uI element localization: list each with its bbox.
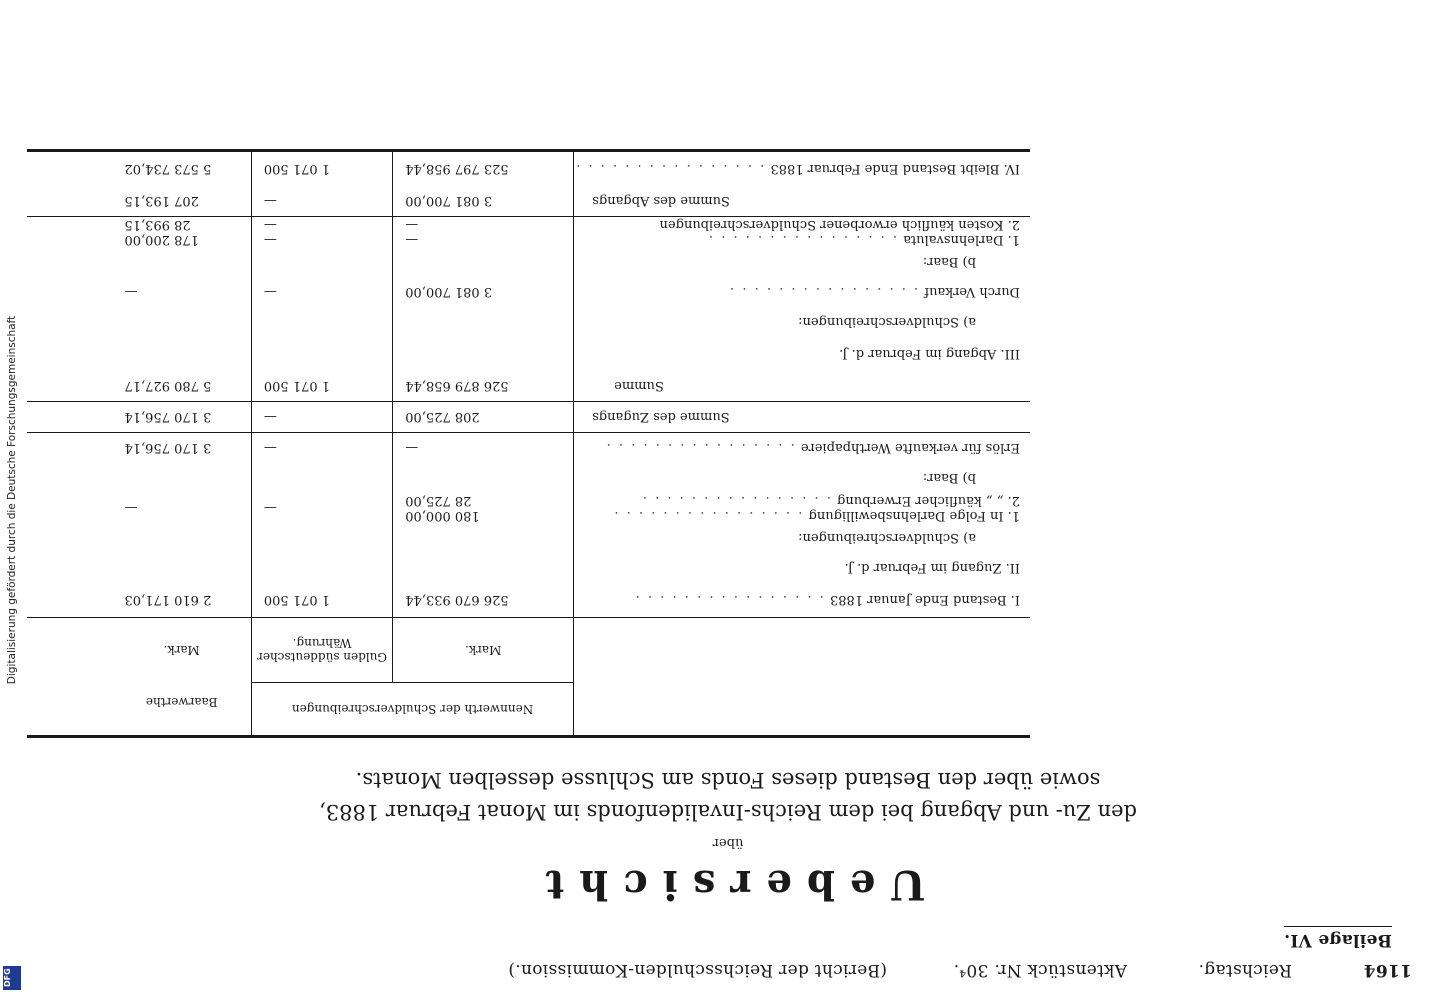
row-label: III. Abgang im Februar d. J.	[839, 346, 1020, 362]
row-label-line-2: 2. Kosten käuflich erworbener Schuldverschreibungen	[659, 217, 1020, 232]
gulden-value: 1 071 500	[251, 151, 392, 187]
baar-value: 2 610 171,03	[112, 583, 251, 618]
empty-column-header	[27, 618, 112, 737]
aktenstueck-label: Aktenstück Nr. 30⁴.	[953, 960, 1127, 980]
row-label	[574, 493, 1030, 523]
empty-cell	[251, 553, 392, 583]
row-label: b) Baar:	[922, 470, 976, 486]
baar-value-line-2: 28 993,15	[124, 217, 191, 232]
empty-cell	[251, 247, 392, 277]
funding-sidebar	[0, 0, 24, 1000]
empty-cell	[27, 493, 112, 523]
table-row	[27, 523, 1030, 553]
table-row	[27, 307, 1030, 337]
gulden-value: 1 071 500	[251, 371, 392, 402]
baarwerthe-header	[112, 618, 251, 737]
empty-cell	[27, 463, 112, 493]
empty-cell	[27, 553, 112, 583]
label-column-header	[574, 618, 1030, 737]
empty-cell	[27, 307, 112, 337]
empty-cell	[112, 337, 251, 371]
title-ueber: über	[712, 835, 744, 850]
empty-cell	[27, 186, 112, 217]
row-label	[574, 217, 1030, 248]
empty-cell	[112, 523, 251, 553]
empty-cell	[251, 523, 392, 553]
row-label: II. Zugang im Februar d. J.	[844, 560, 1020, 576]
mark-value: 3 081 700,00	[393, 277, 574, 307]
table-row	[27, 371, 1030, 402]
table-row	[27, 463, 1030, 493]
row-label: a) Schuldverschreibungen:	[798, 530, 976, 546]
empty-cell	[27, 583, 112, 618]
baarwerthe-mark-label: Mark.	[163, 643, 200, 658]
empty-cell	[27, 337, 112, 371]
row-label: b) Baar:	[922, 254, 976, 270]
empty-cell	[393, 553, 574, 583]
baar-value: 3 170 756,14	[112, 433, 251, 464]
empty-cell	[112, 307, 251, 337]
row-label: Durch Verkauf . . .	[574, 277, 1030, 307]
baar-value: 5 780 927,17	[112, 371, 251, 402]
funding-note: Digitalisierung gefördert durch die Deutsche Forschungsgemeinschaft	[6, 315, 18, 685]
baar-value: 3 170 756,14	[112, 402, 251, 433]
row-label: a) Schuldverschreibungen:	[798, 314, 976, 330]
table-row	[27, 277, 1030, 307]
gulden-value-line-1: —	[263, 232, 277, 247]
gulden-value: —	[251, 402, 392, 433]
row-label: Summe	[574, 371, 1030, 402]
empty-cell	[251, 307, 392, 337]
gulden-header: Gulden süddeutscher Währung.	[251, 618, 392, 683]
baar-value: —	[112, 277, 251, 307]
empty-cell	[27, 433, 112, 464]
table-row	[27, 433, 1030, 464]
table-row	[27, 493, 1030, 523]
empty-cell	[393, 307, 574, 337]
table-row	[27, 217, 1030, 248]
row-label: IV. Bleibt Bestand Ende Februar 1883 . . .	[574, 151, 1030, 187]
gulden-value: —	[251, 277, 392, 307]
mark-value-line-1: —	[405, 232, 419, 247]
title-line-2: sowie über den Bestand dieses Fonds am Schlusse desselben Monats.	[355, 768, 1101, 792]
table-row	[27, 247, 1030, 277]
empty-cell	[27, 247, 112, 277]
beilage-label: Beilage VI.	[1284, 926, 1392, 950]
gulden-value-line-2: —	[263, 217, 277, 232]
empty-cell	[27, 523, 112, 553]
table-row	[27, 402, 1030, 433]
row-label: Summe des Zugangs	[574, 402, 1030, 433]
mark-value: 523 797 958,44	[393, 151, 574, 187]
table-row	[27, 337, 1030, 371]
mark-value: 208 725,00	[393, 402, 574, 433]
table-row	[27, 583, 1030, 618]
mark-value-line-2: 28 725,00	[405, 493, 472, 508]
mark-header: Mark.	[393, 618, 574, 683]
row-label-line-1: 1. In Folge Darlehnsbewilligung . . .	[574, 508, 1020, 523]
baar-value: 207 193,15	[112, 186, 251, 217]
empty-cell	[27, 402, 112, 433]
empty-cell	[27, 217, 112, 248]
row-label: I. Bestand Ende Januar 1883 . . .	[574, 583, 1030, 618]
ledger-table	[27, 149, 1030, 738]
mark-value: 3 081 700,00	[393, 186, 574, 217]
gulden-value: 1 071 500	[251, 583, 392, 618]
empty-cell	[251, 337, 392, 371]
mark-value: 526 879 658,44	[393, 371, 574, 402]
baar-value: 5 573 734,02	[112, 151, 251, 187]
mark-value	[393, 493, 574, 523]
gulden-value: —	[251, 493, 392, 523]
bericht-label: (Bericht der Reichsschulden-Kommission.)	[508, 960, 887, 980]
empty-cell	[27, 371, 112, 402]
empty-cell	[393, 337, 574, 371]
empty-cell	[112, 247, 251, 277]
empty-cell	[393, 523, 574, 553]
dfg-logo: DFG	[3, 966, 21, 990]
table-row	[27, 553, 1030, 583]
row-label: Erlös für verkaufte Werthpapiere . . .	[574, 433, 1030, 464]
empty-cell	[27, 277, 112, 307]
document-page	[24, 0, 1432, 1000]
row-label-line-2: 2. „ „ käuflicher Erwerbung . . .	[574, 493, 1020, 508]
row-label: Summe des Abgangs	[574, 186, 1030, 217]
baar-value: —	[112, 493, 251, 523]
gulden-value: —	[251, 433, 392, 464]
empty-cell	[112, 553, 251, 583]
empty-cell	[27, 151, 112, 187]
mark-value: —	[393, 433, 574, 464]
empty-cell	[112, 463, 251, 493]
mark-value-line-1: 180 000,00	[405, 508, 480, 523]
empty-cell	[393, 247, 574, 277]
empty-cell	[251, 463, 392, 493]
row-label-line-1: 1. Darlehnsvaluta . . .	[574, 232, 1020, 247]
baar-value	[112, 217, 251, 248]
empty-cell	[393, 463, 574, 493]
document-title: Uebersicht	[530, 861, 926, 908]
mark-value: 526 670 933,44	[393, 583, 574, 618]
nennwerth-header: Nennwerth der Schuldverschreibungen	[251, 683, 573, 737]
table-row	[27, 186, 1030, 217]
mark-value-line-2: —	[405, 217, 419, 232]
mark-value	[393, 217, 574, 248]
table-row	[27, 151, 1030, 187]
gulden-value: —	[251, 186, 392, 217]
baarwerthe-label: Baarwerthe	[145, 695, 218, 710]
page-number: 1164	[1363, 960, 1412, 980]
title-line-1: den Zu- und Abgang bei dem Reichs-Invalidenfonds im Monat Februar 1883,	[319, 800, 1137, 824]
baar-value-line-1: 178 200,00	[124, 232, 199, 247]
reichstag-label: Reichstag.	[1198, 960, 1292, 980]
gulden-value	[251, 217, 392, 248]
